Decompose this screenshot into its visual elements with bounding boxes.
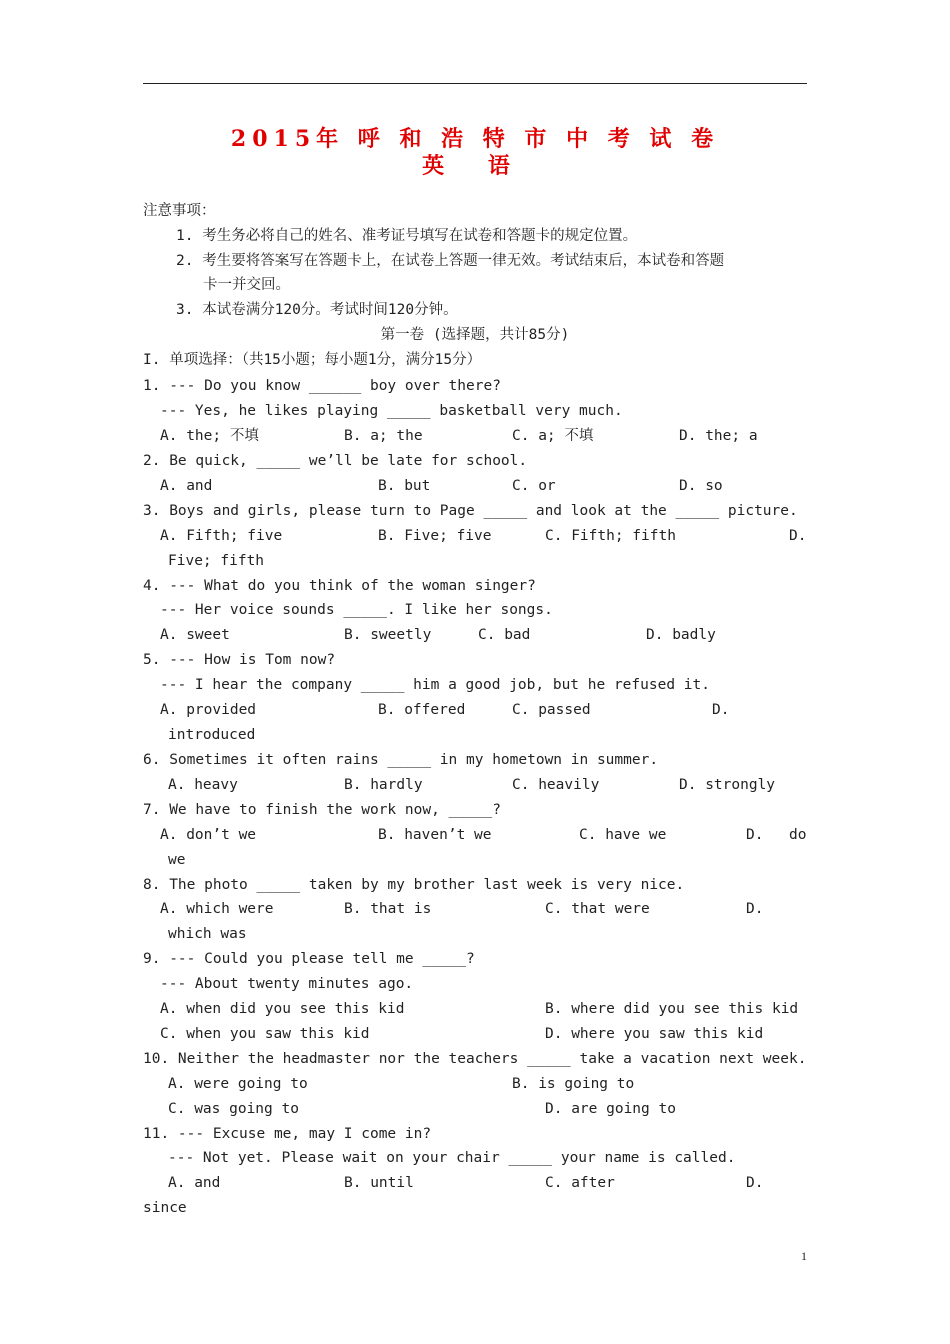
q1-option-a: A. the; 不填	[160, 428, 259, 444]
q2-option-c: C. or	[512, 478, 556, 494]
question-11-stem: 11. --- Excuse me, may I come in?	[143, 1126, 432, 1142]
part-title: 第一卷 (选择题，共计85分)	[380, 327, 570, 343]
question-8-stem: 8. The photo _____ taken by my brother last week is very nice.	[143, 877, 685, 893]
q10-option-a: A. were going to	[168, 1076, 308, 1092]
q11-option-a: A. and	[168, 1175, 221, 1191]
q10-option-c: C. was going to	[168, 1101, 299, 1117]
q6-option-d: D. strongly	[679, 777, 776, 793]
question-5-line2: --- I hear the company _____ him a good job, but he refused it.	[160, 677, 710, 693]
question-7-stem: 7. We have to finish the work now, _____?	[143, 802, 501, 818]
q6-option-c: C. heavily	[512, 777, 600, 793]
note-item-3: 3. 本试卷满分120分。考试时间120分钟。	[176, 302, 458, 318]
question-3-stem: 3. Boys and girls, please turn to Page _____ and look at the _____ picture.	[143, 503, 798, 519]
q10-option-d: D. are going to	[545, 1101, 676, 1117]
q9-option-a: A. when did you see this kid	[160, 1001, 405, 1017]
q4-option-c: C. bad	[478, 627, 531, 643]
note-item-2-cont: 卡一并交回。	[203, 277, 290, 293]
q2-option-d: D. so	[679, 478, 723, 494]
question-1-line2: --- Yes, he likes playing _____ basketball very much.	[160, 403, 623, 419]
page-number: 1	[801, 1249, 807, 1263]
q8-option-a: A. which were	[160, 901, 274, 917]
exam-title: 2015年 呼 和 浩 特 市 中 考 试 卷	[230, 126, 720, 152]
note-item-1: 1. 考生务必将自己的姓名、准考证号填写在试卷和答题卡的规定位置。	[176, 228, 638, 244]
q5-option-a: A. provided	[160, 702, 257, 718]
q7-option-c: C. have we	[579, 827, 667, 843]
q7-option-b: B. haven’t we	[378, 827, 492, 843]
notes-heading: 注意事项：	[143, 203, 216, 219]
question-11-line2: --- Not yet. Please wait on your chair _____ your name is called.	[168, 1150, 736, 1166]
q8-option-d-text: which was	[168, 926, 247, 942]
q3-option-d-text: Five; fifth	[168, 553, 265, 569]
exam-subject: 英 语	[422, 153, 528, 179]
q6-option-b: B. hardly	[344, 777, 423, 793]
q8-option-b: B. that is	[344, 901, 432, 917]
q2-option-a: A. and	[160, 478, 213, 494]
q4-option-b: B. sweetly	[344, 627, 432, 643]
header-rule	[143, 83, 807, 84]
section-title: I. 单项选择：（共15小题；每小题1分，满分15分）	[143, 352, 482, 368]
q2-option-b: B. but	[378, 478, 431, 494]
q4-option-a: A. sweet	[160, 627, 230, 643]
q6-option-a: A. heavy	[168, 777, 238, 793]
q8-option-c: C. that were	[545, 901, 650, 917]
q5-option-d-label: D.	[712, 702, 730, 718]
question-10-stem: 10. Neither the headmaster nor the teachers _____ take a vacation next week.	[143, 1051, 807, 1067]
q7-option-a: A. don’t we	[160, 827, 257, 843]
q4-option-d: D. badly	[646, 627, 716, 643]
q5-option-d-text: introduced	[168, 727, 256, 743]
q3-option-d-label: D.	[789, 528, 807, 544]
q9-option-b: B. where did you see this kid	[545, 1001, 799, 1017]
q3-option-a: A. Fifth; five	[160, 528, 283, 544]
question-4-line2: --- Her voice sounds _____. I like her songs.	[160, 602, 553, 618]
q5-option-c: C. passed	[512, 702, 591, 718]
q1-option-c: C. a; 不填	[512, 428, 594, 444]
question-1-stem: 1. --- Do you know ______ boy over there?	[143, 378, 501, 394]
q11-option-d-text: since	[143, 1200, 187, 1216]
q7-option-d-cont: we	[168, 852, 186, 868]
q10-option-b: B. is going to	[512, 1076, 635, 1092]
question-6-stem: 6. Sometimes it often rains _____ in my hometown in summer.	[143, 752, 659, 768]
q8-option-d-label: D.	[746, 901, 764, 917]
q11-option-b: B. until	[344, 1175, 414, 1191]
q1-option-d: D. the; a	[679, 428, 758, 444]
q9-option-d: D. where you saw this kid	[545, 1026, 764, 1042]
q3-option-b: B. Five; five	[378, 528, 492, 544]
q7-option-d-label: D.	[746, 827, 764, 843]
q11-option-c: C. after	[545, 1175, 615, 1191]
q1-option-b: B. a; the	[344, 428, 423, 444]
question-5-stem: 5. --- How is Tom now?	[143, 652, 336, 668]
q11-option-d-label: D.	[746, 1175, 764, 1191]
question-2-stem: 2. Be quick, _____ we’ll be late for school.	[143, 453, 528, 469]
question-9-stem: 9. --- Could you please tell me _____?	[143, 951, 475, 967]
q7-option-d-text: do	[789, 827, 807, 843]
q3-option-c: C. Fifth; fifth	[545, 528, 676, 544]
question-9-line2: --- About twenty minutes ago.	[160, 976, 414, 992]
q9-option-c: C. when you saw this kid	[160, 1026, 370, 1042]
q5-option-b: B. offered	[378, 702, 466, 718]
note-item-2: 2. 考生要将答案写在答题卡上，在试卷上答题一律无效。考试结束后，本试卷和答题	[176, 253, 725, 269]
question-4-stem: 4. --- What do you think of the woman singer?	[143, 578, 536, 594]
